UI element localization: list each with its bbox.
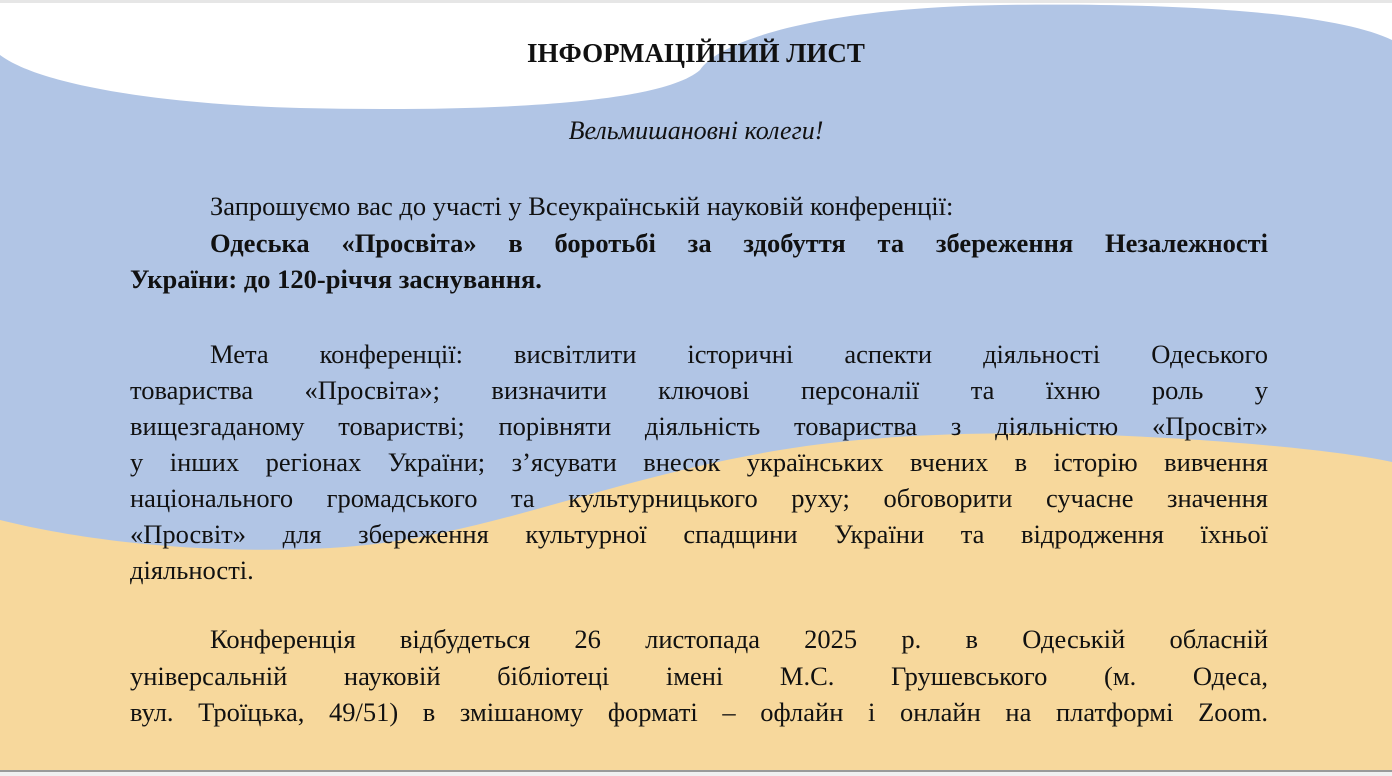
venue-line: Конференція відбудеться 26 листопада 2025 р. в Одеській обласній <box>210 624 1268 654</box>
goal-line: діяльності. <box>130 555 254 585</box>
goal-line: товариства «Просвіта»; визначити ключові персоналії та їхню роль у <box>130 375 1268 405</box>
greeting: Вельмишановні колеги! <box>568 116 824 145</box>
page-bottom-strip <box>0 772 1392 776</box>
document-title: ІНФОРМАЦІЙНИЙ ЛИСТ <box>527 38 865 68</box>
goal-line: національного громадського та культурницького руху; обговорити сучасне значення <box>130 483 1268 513</box>
goal-line: у інших регіонах України; з’ясувати внесок українських вчених в історію вивчення <box>130 447 1268 477</box>
goal-line: Мета конференції: висвітлити історичні аспекти діяльності Одеського <box>210 339 1268 369</box>
conference-title-line: Одеська «Просвіта» в боротьбі за здобуття та збереження Незалежності <box>210 228 1268 258</box>
venue-line: вул. Троїцька, 49/51) в змішаному форматі – офлайн і онлайн на платформі Zoom. <box>130 697 1268 727</box>
goal-line: вищезгаданому товаристві; порівняти діяльність товариства з діяльністю «Просвіт» <box>130 411 1268 441</box>
conference-title-line: України: до 120-річчя заснування. <box>130 264 542 294</box>
intro-text: Запрошуємо вас до участі у Всеукраїнській науковій конференції: <box>210 191 954 221</box>
venue-line: універсальній науковій бібліотеці імені М.С. Грушевського (м. Одеса, <box>130 661 1268 691</box>
goal-line: «Просвіт» для збереження культурної спадщини України та відродження їхньої <box>130 519 1268 549</box>
